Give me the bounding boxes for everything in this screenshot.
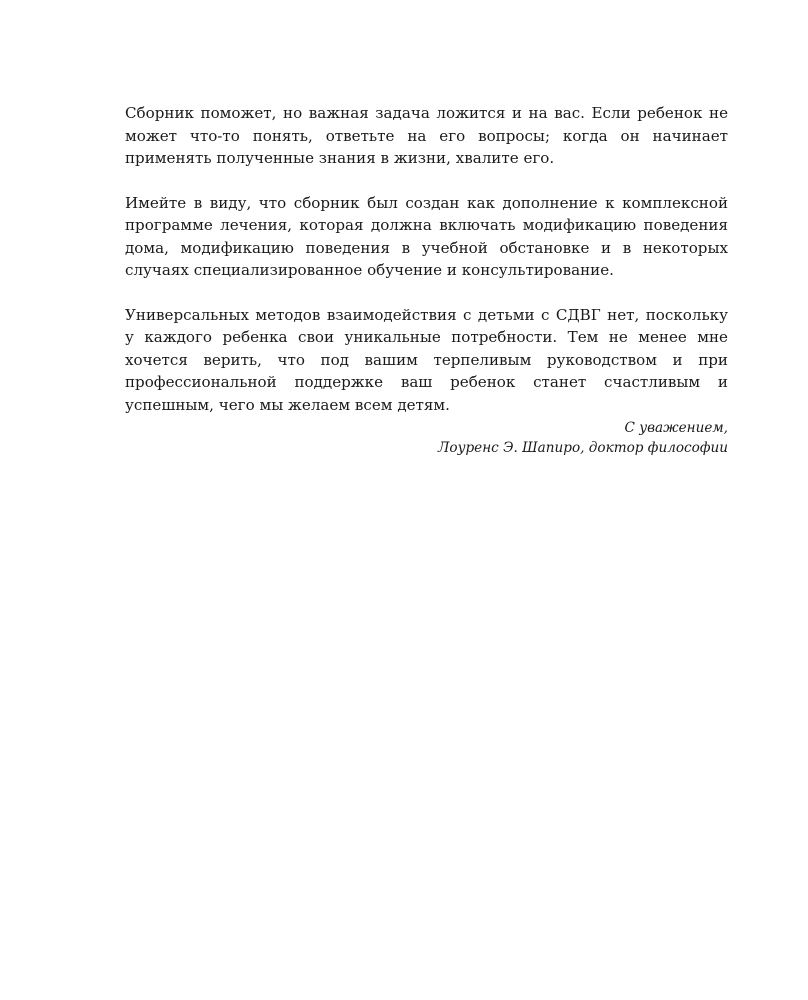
paragraph-3: Универсальных методов взаимодействия с детьми с СДВГ нет, поскольку у каждого ребенка свои уникальные потребности. Тем не менее мне хочется верить, что под вашим терпеливым руководством и при профессиональной поддержке ваш ребенок станет счастливым и успешным, чего мы желаем всем детям. <box>125 305 728 414</box>
signature-block <box>125 418 728 458</box>
paragraph-2: Имейте в виду, что сборник был создан как дополнение к комплексной программе лечения, которая должна включать модификацию поведения дома, модификацию поведения в учебной обстановке и в некоторых случаях специализированное обучение и консультирование. <box>125 193 728 279</box>
signature-author: Лоуренс Э. Шапиро, доктор философии <box>438 440 728 456</box>
paragraph-1: Сборник поможет, но важная задача ложится и на вас. Если ребенок не может что-то понять, ответьте на его вопросы; когда он начинает применять полученные знания в жизни, хвалите его. <box>125 104 728 167</box>
page-body <box>125 102 728 458</box>
signature-salutation: С уважением, <box>624 420 728 436</box>
